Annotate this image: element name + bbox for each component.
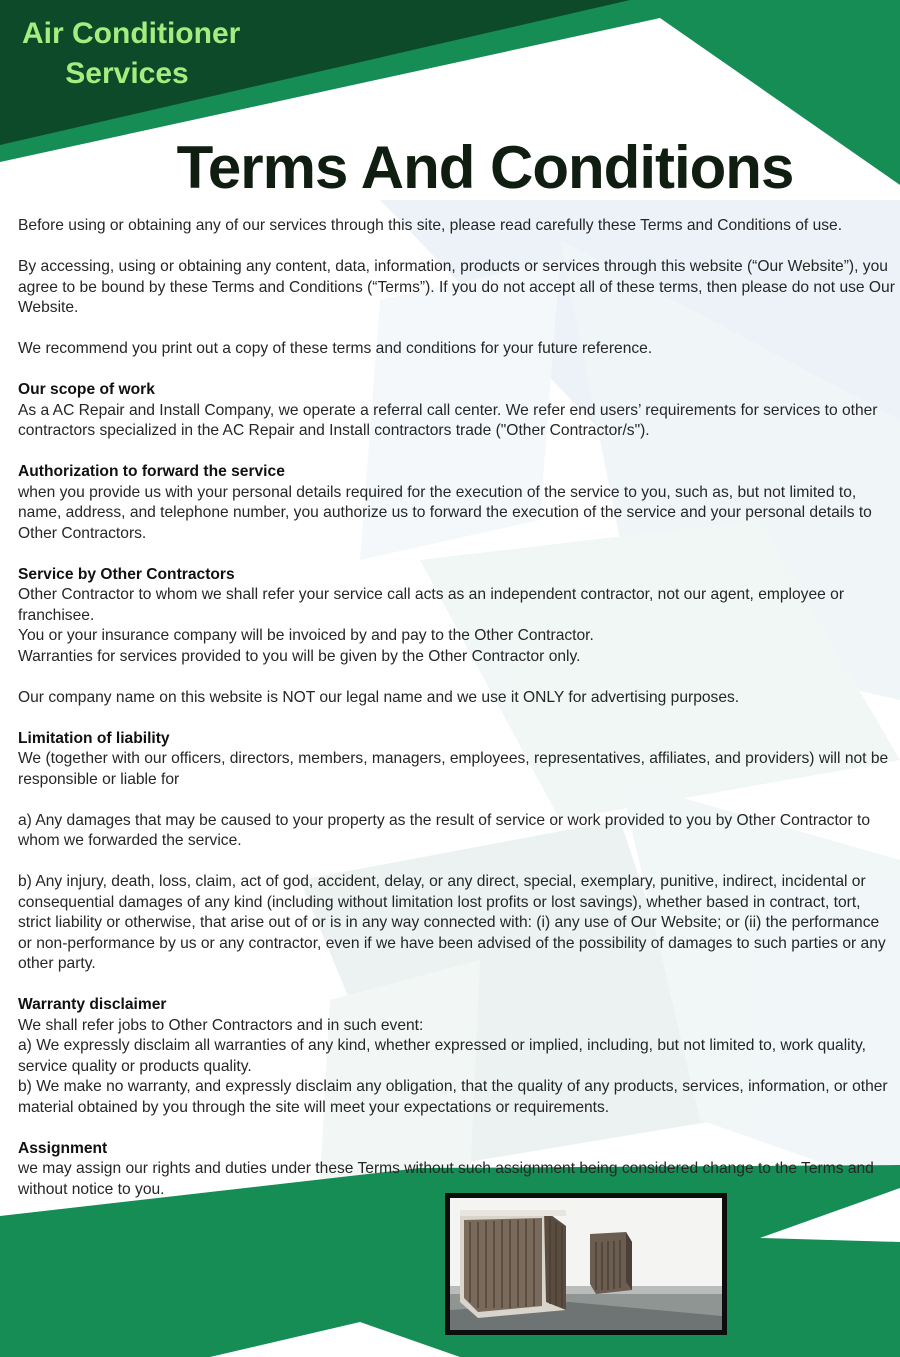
terms-paragraph: [18, 565, 897, 668]
terms-paragraph: [18, 995, 897, 1118]
ac-units-photo: [445, 1193, 727, 1335]
terms-paragraph: [18, 216, 897, 237]
terms-body: [18, 216, 897, 1221]
paragraph-text: b) Any injury, death, loss, claim, act of god, accident, delay, or any direct, special, exemplary, punitive, indirect, incidental or consequential damages of any kind (including without limitation lost profits or lost savings), whether based in contract, tort, strict liability or otherwise, that arise out of or is in any way connected with: (i) any use of Our Website; or (ii) the performance or non-performance by us or any contractor, even if we have been advised of the possibility of damages to such parties or any other party.: [18, 873, 886, 972]
paragraph-text: when you provide us with your personal details required for the execution of the service to you, such as, but not limited to, name, address, and telephone number, you authorize us to forward the execution of the service and your personal details to Other Contractors.: [18, 483, 872, 542]
terms-paragraph: [18, 380, 897, 442]
paragraph-text: Other Contractor to whom we shall refer your service call acts as an independent contractor, not our agent, employee or franchisee. You or your insurance company will be invoiced by and pay to the Other Contractor. Warranties for services provided to you will be given by the Other Contractor only.: [18, 586, 845, 665]
terms-paragraph: [18, 729, 897, 791]
section-heading: Service by Other Contractors: [18, 565, 235, 583]
paragraph-text: As a AC Repair and Install Company, we operate a referral call center. We refer end users’ requirements for services to other contractors specialized in the AC Repair and Install contractors trade ("Other Contractor/s").: [18, 401, 878, 439]
brand-logo-text: [22, 14, 241, 94]
ac-units-illustration: [450, 1198, 722, 1330]
section-heading: Limitation of liability: [18, 729, 170, 747]
section-heading: Authorization to forward the service: [18, 463, 285, 480]
section-heading: Our scope of work: [18, 381, 155, 398]
brand-line-1: Air Conditioner: [22, 17, 241, 50]
paragraph-text: Our company name on this website is NOT our legal name and we use it ONLY for advertising purposes.: [18, 688, 740, 706]
paragraph-text: We recommend you print out a copy of these terms and conditions for your future reference.: [18, 340, 653, 357]
paragraph-text: We shall refer jobs to Other Contractors and in such event: a) We expressly disclaim all warranties of any kind, whether expressed or implied, including, but not limited to, work quality, service quality or products quality. b) We make no warranty, and expressly disclaim any obligation, that the quality of any products, services, information, or other material obtained by you through the site will meet your expectations or requirements.: [18, 1016, 888, 1116]
terms-paragraph: [18, 872, 897, 975]
brand-line-2: Services: [65, 57, 189, 90]
section-heading: Warranty disclaimer: [18, 996, 167, 1013]
paragraph-text: Before using or obtaining any of our services through this site, please read carefully these Terms and Conditions of use.: [18, 217, 843, 234]
terms-paragraph: [18, 688, 897, 709]
terms-paragraph: [18, 339, 897, 360]
paragraph-text: we may assign our rights and duties under these Terms without such assignment being considered change to the Terms and without notice to you.: [18, 1160, 874, 1198]
terms-paragraph: [18, 811, 897, 852]
terms-paragraph: [18, 1139, 897, 1201]
paragraph-text: By accessing, using or obtaining any content, data, information, products or services through this website (“Our Website”), you agree to be bound by these Terms and Conditions (“Terms”). If you do not accept all of these terms, then please do not use Our Website.: [18, 258, 895, 316]
page-title: Terms And Conditions: [176, 134, 794, 201]
terms-paragraph: [18, 462, 897, 544]
paragraph-text: a) Any damages that may be caused to your property as the result of service or work provided to you by Other Contractor to whom we forwarded the service.: [18, 811, 871, 849]
paragraph-text: We (together with our officers, directors, members, managers, employees, representatives, affiliates, and providers) will not be responsible or liable for: [18, 750, 889, 788]
terms-paragraph: [18, 257, 897, 319]
section-heading: Assignment: [18, 1139, 108, 1157]
